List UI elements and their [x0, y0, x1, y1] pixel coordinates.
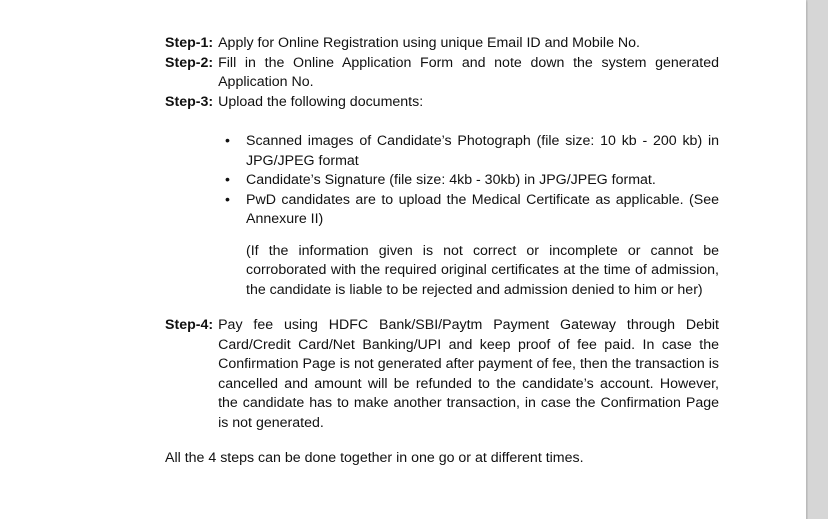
step-3-text: Upload the following documents:	[218, 93, 424, 110]
document-list	[165, 132, 719, 230]
list-item-text: PwD candidates are to upload the Medical Certificate as applicable. (See Annexure II)	[246, 191, 719, 227]
step-3	[165, 93, 719, 113]
page-content	[165, 34, 719, 469]
cut-off-next-line	[120, 511, 720, 519]
step-4	[165, 316, 719, 433]
list-item	[221, 191, 719, 230]
step-4-label: Step-4:	[165, 317, 214, 333]
scrollbar[interactable]	[808, 0, 828, 519]
list-item	[221, 132, 719, 171]
step-2-text: Fill in the Online Application Form and note down the system generated Application No.	[218, 54, 719, 90]
list-item-text: Scanned images of Candidate’s Photograph (file size: 10 kb - 200 kb) in JPG/JPEG format	[246, 133, 719, 169]
bullet-icon: •	[225, 133, 230, 149]
step-1	[165, 34, 719, 54]
step-3-label: Step-3:	[165, 93, 214, 110]
step-2-label: Step-2:	[165, 54, 214, 71]
list-item-text: Candidate’s Signature (file size: 4kb - 30kb) in JPG/JPEG format.	[246, 172, 656, 188]
rejection-note: (If the information given is not correct or incomplete or cannot be corroborated with the required original certificates at the time of admission, the candidate is liable to be rejected and admission denied to him or her)	[246, 242, 719, 298]
bullet-icon: •	[225, 172, 230, 188]
step-1-text: Apply for Online Registration using unique Email ID and Mobile No.	[218, 35, 640, 51]
closing-statement: All the 4 steps can be done together in one go or at different times.	[165, 450, 584, 466]
bullet-icon: •	[225, 191, 230, 208]
step-1-label: Step-1:	[165, 35, 214, 51]
list-item	[221, 171, 719, 191]
step-2	[165, 54, 719, 93]
step-4-text: Pay fee using HDFC Bank/SBI/Paytm Payment Gateway through Debit Card/Credit Card/Net Banking/UPI and keep proof of fee paid. In case the Confirmation Page is not generated after payment of fee, then the transaction is cancelled and amount will be refunded to the candidate’s account. However, the candidate has to make another transaction, in case the Confirmation Page is not generated.	[218, 317, 719, 431]
